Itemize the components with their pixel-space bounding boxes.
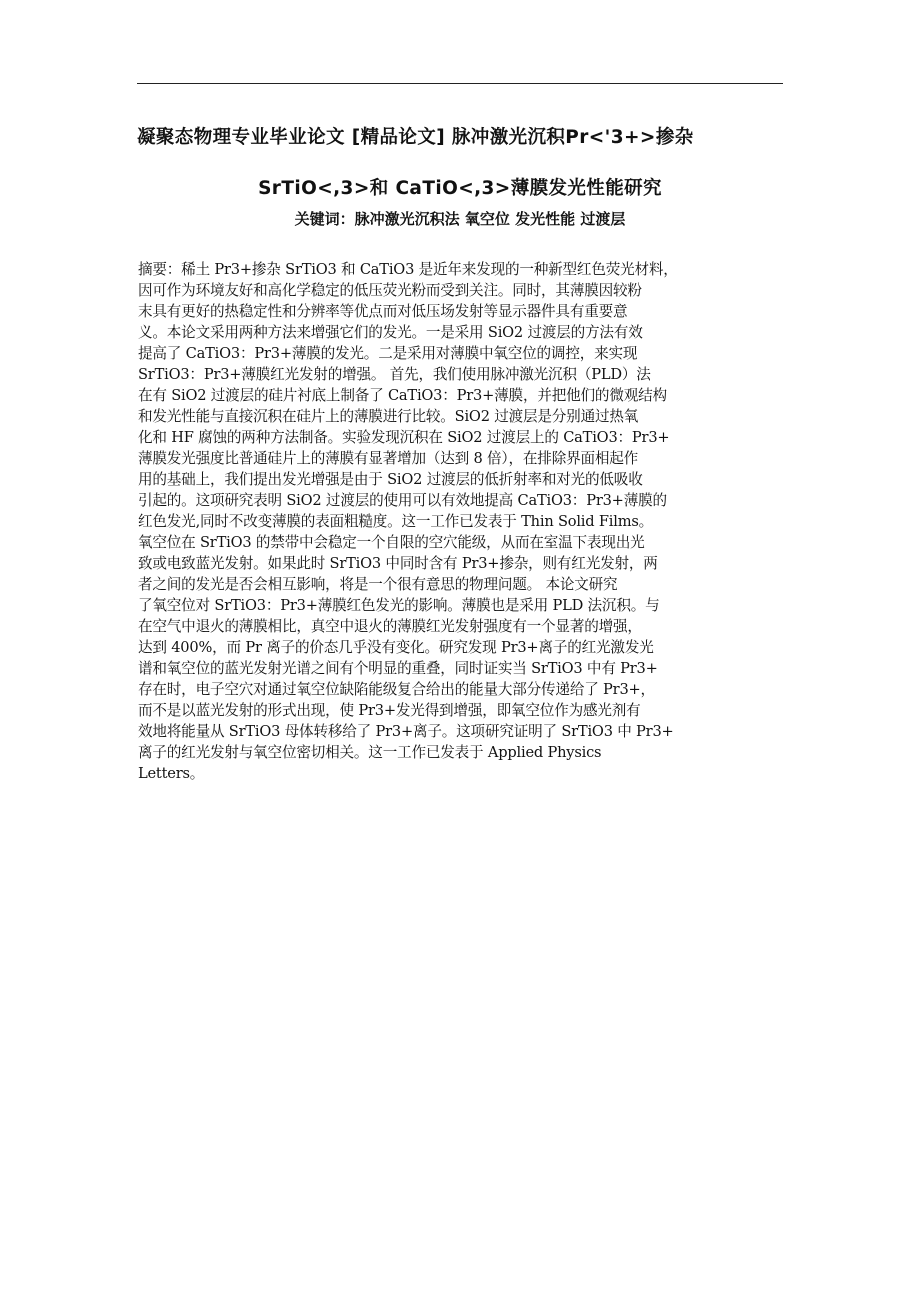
abstract-line: 者之间的发光是否会相互影响，将是一个很有意思的物理问题。 本论文研究 [138, 576, 618, 593]
abstract-line: 效地将能量从 SrTiO3 母体转移给了 Pr3+离子。这项研究证明了 SrTiO3 中 Pr3+ [138, 723, 674, 740]
abstract-line: 红色发光,同时不改变薄膜的表面粗糙度。这一工作已发表于 Thin Solid Films。 [138, 513, 654, 530]
abstract-line: 离子的红光发射与氧空位密切相关。这一工作已发表于 Applied Physics [138, 744, 602, 761]
abstract-line: 存在时，电子空穴对通过氧空位缺陷能级复合给出的能量大部分传递给了 Pr3+， [138, 681, 655, 698]
abstract-line: 薄膜发光强度比普通硅片上的薄膜有显著增加（达到 8 倍），在排除界面相起作 [138, 450, 639, 467]
abstract-line: 用的基础上，我们提出发光增强是由于 SiO2 过渡层的低折射率和对光的低吸收 [138, 471, 643, 488]
abstract-line: 了氧空位对 SrTiO3：Pr3+薄膜红色发光的影响。薄膜也是采用 PLD 法沉积。与 [138, 597, 660, 614]
abstract-line: Letters。 [138, 765, 205, 782]
abstract-line: 义。本论文采用两种方法来增强它们的发光。一是采用 SiO2 过渡层的方法有效 [138, 324, 643, 341]
abstract-line: 提高了 CaTiO3：Pr3+薄膜的发光。二是采用对薄膜中氧空位的调控，来实现 [138, 345, 638, 362]
header-rule [137, 83, 783, 84]
abstract-line: 引起的。这项研究表明 SiO2 过渡层的使用可以有效地提高 CaTiO3：Pr3+薄膜的 [138, 492, 667, 509]
document-title-line-2: SrTiO<,3>和 CaTiO<,3>薄膜发光性能研究 [258, 178, 662, 199]
abstract-line: 谱和氧空位的蓝光发射光谱之间有个明显的重叠，同时证实当 SrTiO3 中有 Pr3+ [138, 660, 658, 677]
abstract-body [138, 259, 784, 784]
abstract-line: 致或电致蓝光发射。如果此时 SrTiO3 中同时含有 Pr3+掺杂，则有红光发射，两 [138, 555, 658, 572]
abstract-line: 末具有更好的热稳定性和分辨率等优点而对低压场发射等显示器件具有重要意 [138, 303, 628, 320]
abstract-line: 化和 HF 腐蚀的两种方法制备。实验发现沉积在 SiO2 过渡层上的 CaTiO3：Pr3+ [138, 429, 670, 446]
abstract-line: SrTiO3：Pr3+薄膜红光发射的增强。 首先，我们使用脉冲激光沉积（PLD）法 [138, 366, 651, 383]
abstract-line: 在有 SiO2 过渡层的硅片衬底上制备了 CaTiO3：Pr3+薄膜，并把他们的微观结构 [138, 387, 667, 404]
abstract-line: 氧空位在 SrTiO3 的禁带中会稳定一个自限的空穴能级，从而在室温下表现出光 [138, 534, 645, 551]
keywords: 关键词：脉冲激光沉积法 氧空位 发光性能 过渡层 [294, 210, 626, 228]
abstract-line: 摘要：稀土 Pr3+掺杂 SrTiO3 和 CaTiO3 是近年来发现的一种新型红色荧光材料， [138, 261, 678, 278]
abstract-line: 达到 400%，而 Pr 离子的价态几乎没有变化。研究发现 Pr3+离子的红光激发光 [138, 639, 654, 656]
abstract-line: 在空气中退火的薄膜相比，真空中退火的薄膜红光发射强度有一个显著的增强， [138, 618, 642, 635]
abstract-line: 因可作为环境友好和高化学稳定的低压荧光粉而受到关注。同时，其薄膜因较粉 [138, 282, 642, 299]
document-title-line-1: 凝聚态物理专业毕业论文 [精品论文] 脉冲激光沉积Pr<'3+>掺杂 [137, 127, 694, 148]
abstract-line: 和发光性能与直接沉积在硅片上的薄膜进行比较。SiO2 过渡层是分别通过热氧 [138, 408, 639, 425]
abstract-line: 而不是以蓝光发射的形式出现，使 Pr3+发光得到增强，即氧空位作为感光剂有 [138, 702, 641, 719]
